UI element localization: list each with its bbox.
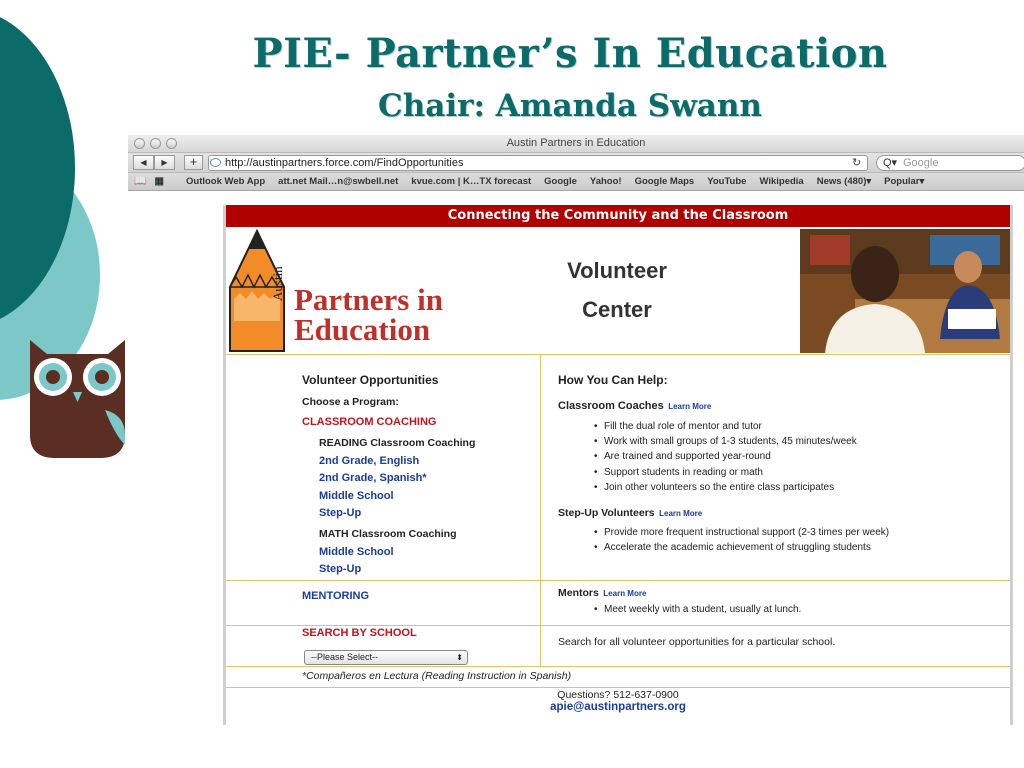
step-up-learn-more-link[interactable]: Learn More [659,509,703,518]
bookmarks-icon[interactable]: 📖▦ [134,176,172,187]
reading-coaching-heading: READING Classroom Coaching [319,437,476,449]
back-button[interactable]: ◀ [133,155,154,170]
bookmark-item[interactable]: Yahoo! [589,176,622,187]
volunteer-photo [800,229,1010,353]
coach-bullet-item: • Join other volunteers so the entire class participates [594,480,857,495]
classroom-coaching-heading: CLASSROOM COACHING [302,416,437,428]
bookmark-item[interactable]: Wikipedia [759,176,804,187]
add-bookmark-button[interactable]: + [184,155,203,170]
browser-viewport [128,193,1024,725]
bookmarks-list [186,176,924,187]
reading-link-2nd-grade-english[interactable]: 2nd Grade, English [319,455,420,467]
browser-toolbar [128,153,1024,173]
address-bar[interactable]: http://austinpartners.force.com/FindOpportunities [208,155,868,171]
coach-bullet-item: • Support students in reading or math [594,465,857,480]
window-title: Austin Partners in Education [506,137,646,149]
mentoring-link[interactable]: MENTORING [302,590,370,602]
step-up-bullets [594,525,889,555]
browser-window [128,135,1024,725]
volunteer-center-title: Volunteer Center [567,258,667,322]
reading-link-2nd-grade-spanish[interactable]: 2nd Grade, Spanish* [319,472,427,484]
mentors-bullets [594,602,801,617]
email-link[interactable]: apie@austinpartners.org [550,701,686,713]
logo-wordmark: Partners in Education [294,282,443,347]
search-by-school-row [226,626,1010,667]
choose-program-label: Choose a Program: [302,396,399,408]
step-up-heading: Step-Up Volunteers [558,507,655,519]
bookmark-item[interactable]: Google [544,176,577,187]
reading-link-middle-school[interactable]: Middle School [319,490,394,502]
search-input[interactable]: Google [876,155,1024,171]
school-select[interactable]: --Please Select-- ⬍ [304,650,468,665]
page-banner: Connecting the Community and the Classroom [226,205,1010,227]
bookmark-item[interactable]: YouTube [707,176,747,187]
math-link-middle-school[interactable]: Middle School [319,546,394,558]
footnote: *Compañeros en Lectura (Reading Instruction in Spanish) [302,670,572,682]
coach-bullet-item: • Work with small groups of 1-3 students, 45 minutes/week [594,434,857,449]
web-page [223,205,1013,725]
mentors-heading: Mentors [558,587,599,599]
bookmark-item[interactable]: Google Maps [634,176,695,187]
step-up-section [558,503,702,521]
how-you-can-help-heading: How You Can Help: [558,373,668,387]
classroom-coaches-heading: Classroom Coaches [558,400,664,412]
mentoring-row [226,581,1010,626]
phone-text: Questions? 512-637-0900 [557,689,679,701]
globe-icon [210,158,221,167]
step-up-bullet-item: • Accelerate the academic achievement of struggling students [594,540,889,555]
classroom-coaches-section [558,396,711,414]
step-up-bullet-item: • Provide more frequent instructional support (2-3 times per week) [594,525,889,540]
slide-title: PIE- Partner’s In Education [252,30,888,77]
select-arrow-icon: ⬍ [456,653,463,662]
page-header [226,227,1010,355]
mentors-section [558,583,646,601]
math-link-step-up[interactable]: Step-Up [319,563,362,575]
bookmarks-bar [128,173,1024,191]
reload-icon[interactable]: ↻ [852,157,862,169]
bookmark-item[interactable]: Popular▾ [884,176,925,187]
coach-bullet-item: • Are trained and supported year-round [594,449,857,464]
bookmark-item[interactable]: Outlook Web App [186,176,266,187]
bookmark-item[interactable]: News (480)▾ [816,176,872,187]
owl-icon [25,340,130,460]
volunteer-opportunities-heading: Volunteer Opportunities [302,373,439,387]
logo-side-text: Austin [270,266,285,301]
search-icon[interactable]: Q▾ [883,157,898,169]
search-by-school-heading: SEARCH BY SCHOOL [302,627,417,639]
bookmark-item[interactable]: att.net Mail…n@swbell.net [278,176,399,187]
contact-info [226,688,1010,713]
math-coaching-heading: MATH Classroom Coaching [319,528,457,540]
classroom-coaches-bullets [594,419,857,495]
footnote-row [226,667,1010,688]
coach-bullet-item: • Fill the dual role of mentor and tutor [594,419,857,434]
reading-link-step-up[interactable]: Step-Up [319,507,362,519]
mentor-bullet-item: • Meet weekly with a student, usually at lunch. [594,602,801,617]
forward-button[interactable]: ▶ [154,155,175,170]
classroom-coaches-learn-more-link[interactable]: Learn More [668,402,712,411]
bookmark-item[interactable]: kvue.com | K…TX forecast [411,176,532,187]
window-titlebar [128,135,1024,153]
search-description: Search for all volunteer opportunities for a particular school. [558,636,836,648]
classroom-coaching-row [226,355,1010,581]
mentors-learn-more-link[interactable]: Learn More [603,589,647,598]
slide-subtitle: Chair: Amanda Swann [378,88,762,124]
